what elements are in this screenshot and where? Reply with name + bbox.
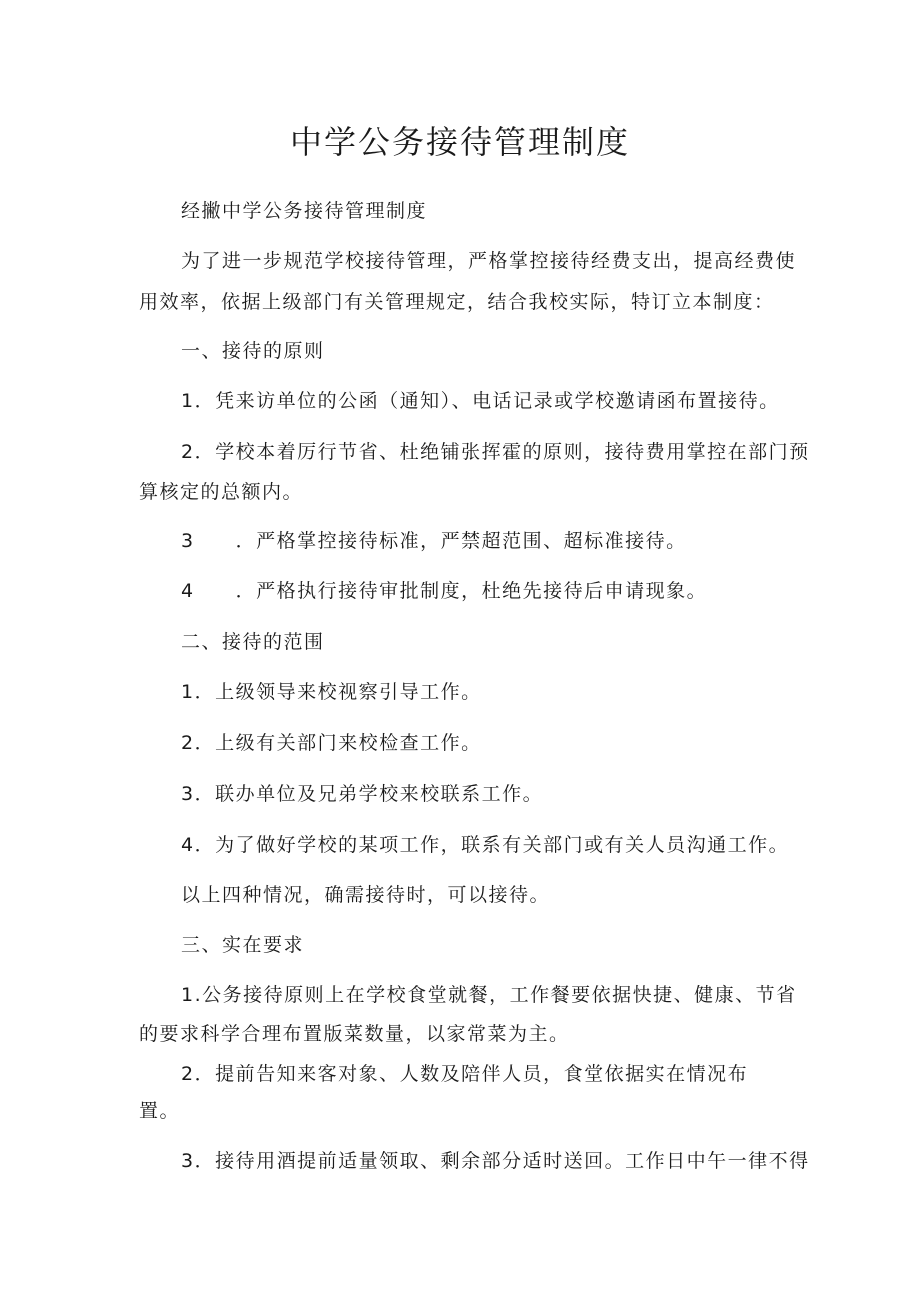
section2-item-3: 3．联办单位及兄弟学校来校联系工作。 (181, 783, 544, 805)
section1-item-2-line-1: 2．学校本着厉行节省、杜绝铺张挥霍的原则，接待费用掌控在部门预 (181, 441, 810, 463)
section2-summary: 以上四种情况，确需接待时，可以接待。 (181, 884, 551, 906)
section3-item-3-line-1: 3．接待用酒提前适量领取、剩余部分适时送回。工作日中午一律不得 (181, 1150, 810, 1172)
section2-item-1: 1．上级领导来校视察引导工作。 (181, 681, 482, 703)
document-title: 中学公务接待管理制度 (289, 123, 630, 161)
intro-line-1: 为了进一步规范学校接待管理，严格掌控接待经费支出，提高经费使 (181, 250, 797, 272)
intro-line-2: 用效率，依据上级部门有关管理规定，结合我校实际，特订立本制度： (139, 291, 775, 313)
section1-item-1: 1．凭来访单位的公函（通知）、电话记录或学校邀请函布置接待。 (181, 390, 780, 412)
section1-item-4: 4 ．严格执行接待审批制度，杜绝先接待后申请现象。 (181, 580, 708, 602)
section1-item-2-line-2: 算核定的总额内。 (139, 481, 304, 503)
section3-item-1-line-2: 的要求科学合理布置版菜数量，以家常菜为主。 (139, 1023, 570, 1045)
section2-item-4: 4．为了做好学校的某项工作，联系有关部门或有关人员沟通工作。 (181, 834, 790, 856)
section2-heading: 二、接待的范围 (181, 631, 325, 653)
section1-heading: 一、接待的原则 (181, 340, 325, 362)
document-subtitle: 经撇中学公务接待管理制度 (181, 200, 428, 222)
section1-item-3: 3 ．严格掌控接待标准，严禁超范围、超标准接待。 (181, 530, 687, 552)
section3-heading: 三、实在要求 (181, 934, 305, 956)
section2-item-2: 2．上级有关部门来校检查工作。 (181, 732, 482, 754)
section3-item-2-line-2: 置。 (139, 1100, 181, 1122)
section3-item-1-line-1: 1.公务接待原则上在学校食堂就餐，工作餐要依据快捷、健康、节省 (181, 984, 797, 1006)
section3-item-2-line-1: 2．提前告知来客对象、人数及陪伴人员，食堂依据实在情况布 (181, 1063, 749, 1085)
